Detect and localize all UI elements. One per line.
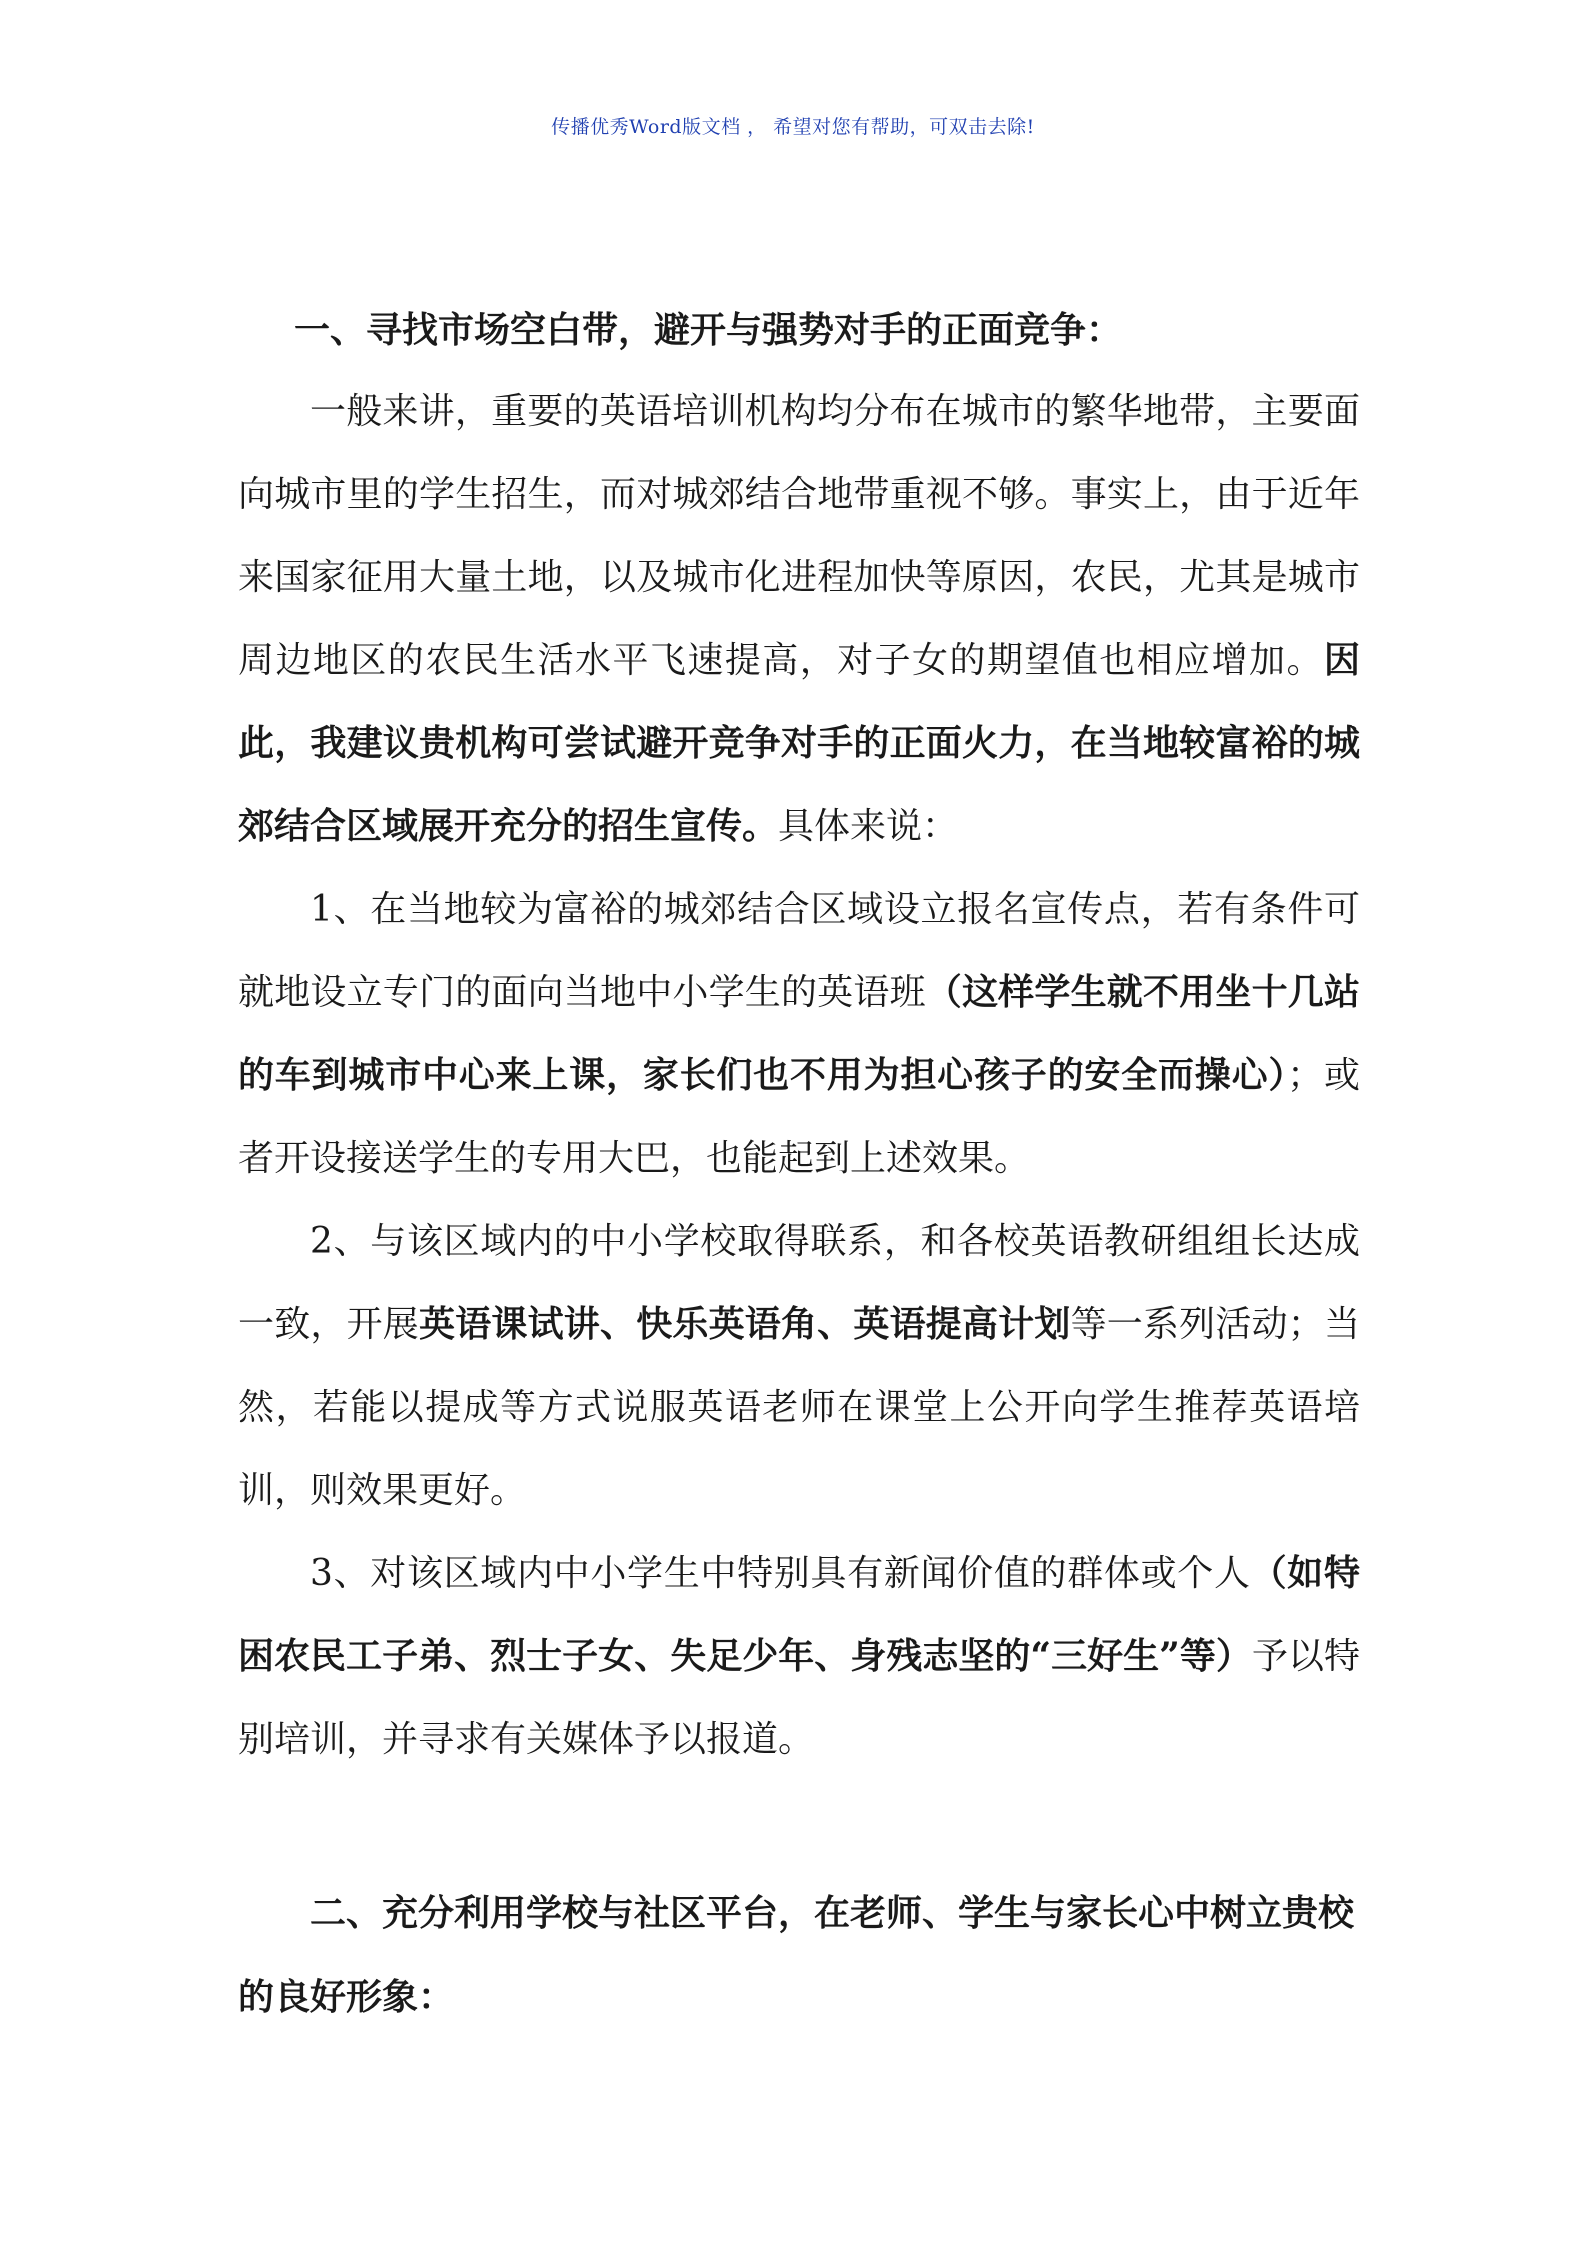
section-1-intro-paragraph [238, 370, 1360, 868]
intro-text: 一般来讲，重要的英语培训机构均分布在城市的繁华地带，主要面向城市里的学生招生，而对城郊结合地带重视不够。事实上，由于近年来国家征用大量土地，以及城市化进程加快等原因，农民，尤其是城市周边地区的农民生活水平飞速提高，对子女的期望值也相应增加。 [238, 391, 1360, 681]
item-1-emphasis: （这样学生就不用坐十几站的车到城市中心来上课，家长们也不用为担心孩子的安全而操心） [238, 971, 1360, 1096]
item-2-tail: 等一系列活动；当然，若能以提成等方式说服英语老师在课堂上公开向学生推荐英语培训，则效果更好。 [238, 1304, 1360, 1511]
item-3-tail: 予以特别培训，并寻求有关媒体予以报道。 [238, 1636, 1360, 1760]
item-3-text: 3、对该区域内中小学生中特别具有新闻价值的群体或个人 [310, 1553, 1251, 1594]
item-1-text: 1、在当地较为富裕的城郊结合区域设立报名宣传点，若有条件可就地设立专门的面向当地中小学生的英语班 [238, 889, 1360, 1013]
section-1-heading: 一、寻找市场空白带，避开与强势对手的正面竞争： [294, 309, 1123, 351]
item-1-tail: ；或者开设接送学生的专用大巴，也能起到上述效果。 [238, 1055, 1360, 1179]
list-item-3 [238, 1532, 1360, 1781]
list-item-1 [238, 868, 1360, 1200]
list-item-2 [238, 1200, 1360, 1532]
header-note: 传播优秀Word版文档 ， 希望对您有帮助，可双击去除! [551, 116, 1035, 138]
document-body [238, 290, 1360, 2039]
intro-lead-in: 具体来说： [778, 806, 959, 847]
item-2-text: 2、与该区域内的中小学校取得联系，和各校英语教研组组长达成一致，开展 [238, 1221, 1360, 1345]
item-2-emphasis: 英语课试讲、快乐英语角、英语提高计划 [419, 1303, 1071, 1345]
section-2-heading: 二、充分利用学校与社区平台，在老师、学生与家长心中树立贵校的良好形象： [238, 1892, 1355, 2018]
intro-recommendation: 因此，我建议贵机构可尝试避开竞争对手的正面火力，在当地较富裕的城郊结合区域展开充分的招生宣传。 [238, 639, 1360, 847]
item-3-emphasis: （如特困农民工子弟、烈士子女、失足少年、身残志坚的“三好生”等） [238, 1552, 1360, 1677]
